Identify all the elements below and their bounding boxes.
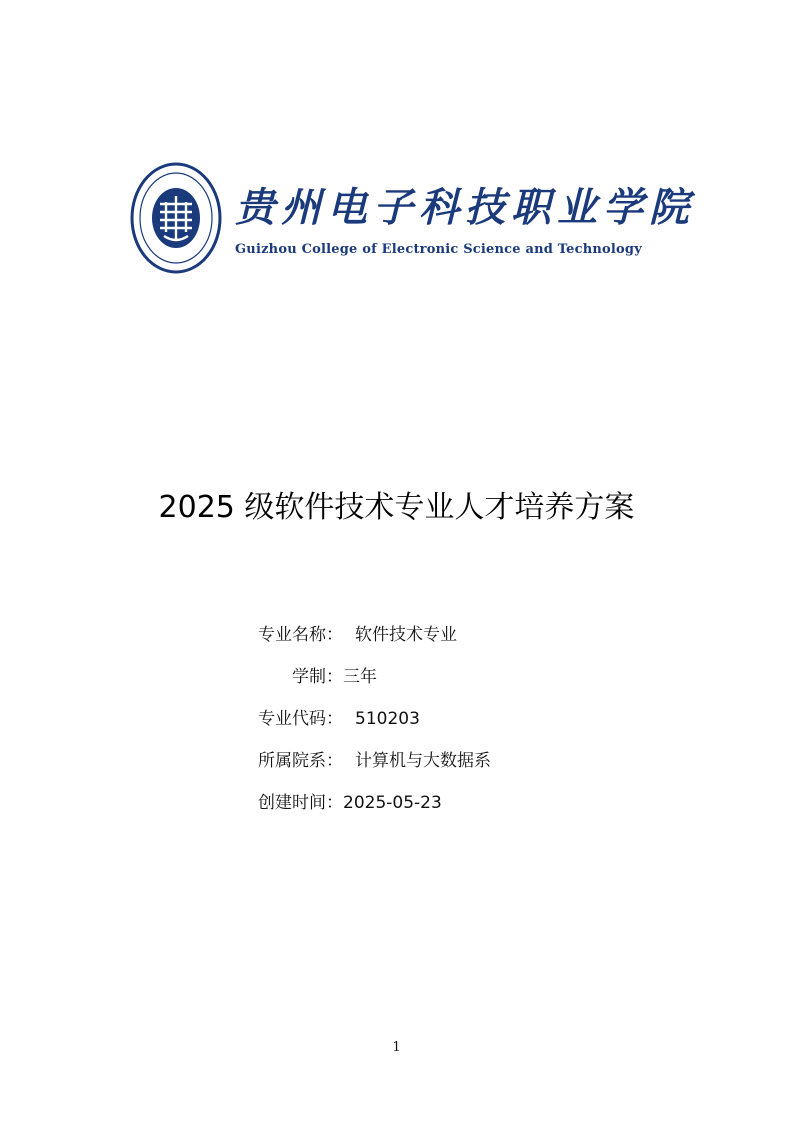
info-row-department bbox=[258, 746, 491, 788]
info-row-duration bbox=[258, 662, 491, 704]
duration-label: 学制： bbox=[292, 667, 343, 687]
college-logo bbox=[130, 162, 695, 280]
college-seal-icon bbox=[130, 162, 222, 274]
info-row-major-code bbox=[258, 704, 491, 746]
document-title: 2025 级软件技术专业人才培养方案 bbox=[158, 490, 635, 525]
department-value: 计算机与大数据系 bbox=[355, 751, 491, 771]
info-row-created bbox=[258, 788, 491, 830]
major-name-value: 软件技术专业 bbox=[355, 625, 457, 645]
major-name-label: 专业名称： bbox=[258, 625, 343, 645]
duration-value: 三年 bbox=[343, 667, 377, 687]
college-name-english: Guizhou College of Electronic Science and Technology bbox=[235, 242, 642, 257]
info-block bbox=[258, 620, 491, 830]
major-code-label: 专业代码： bbox=[258, 709, 343, 729]
page-number: 1 bbox=[392, 1040, 401, 1055]
college-name-chinese: 贵州电子科技职业学院 bbox=[235, 184, 695, 231]
info-row-major-name bbox=[258, 620, 491, 662]
created-value: 2025-05-23 bbox=[343, 793, 442, 813]
major-code-value: 510203 bbox=[355, 709, 420, 729]
department-label: 所属院系： bbox=[258, 751, 343, 771]
created-label: 创建时间： bbox=[258, 793, 343, 813]
